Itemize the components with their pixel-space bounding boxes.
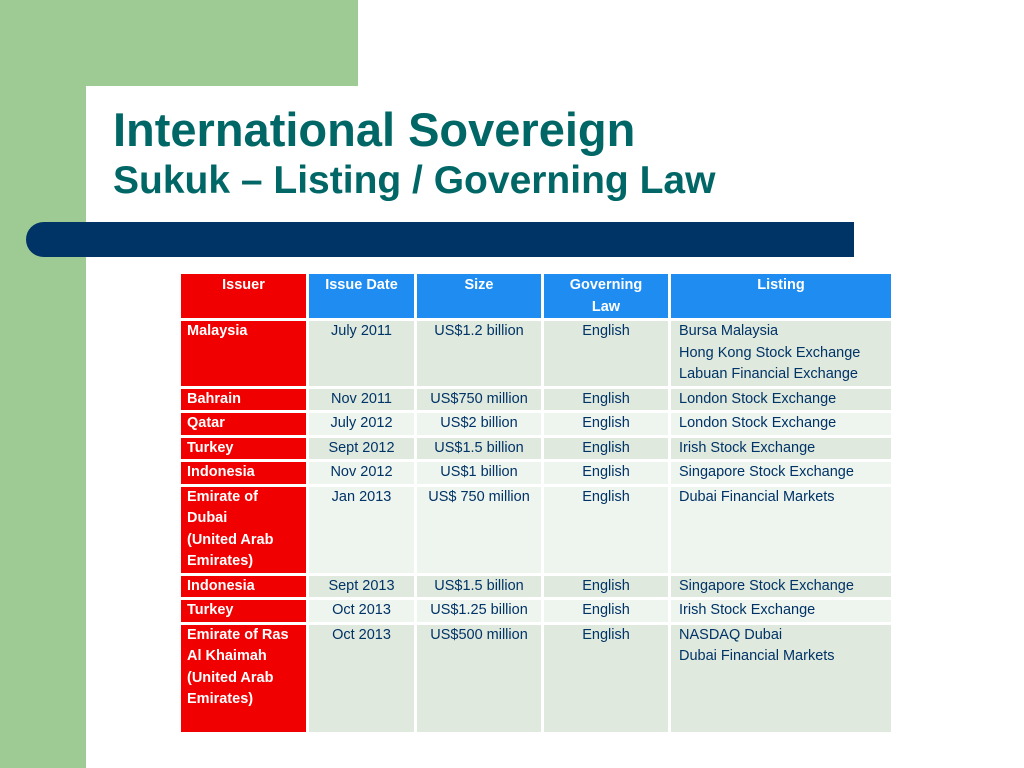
- listing-line: Dubai Financial Markets: [679, 648, 835, 664]
- listing-cell: London Stock Exchange: [670, 412, 893, 437]
- issue-date-cell: Nov 2012: [308, 461, 416, 486]
- green-side-band: [0, 0, 86, 768]
- issue-date-cell: Sept 2012: [308, 436, 416, 461]
- size-cell: US$1.5 billion: [416, 436, 543, 461]
- listing-cell: Singapore Stock Exchange: [670, 574, 893, 599]
- issuer-cell: Indonesia: [180, 461, 308, 486]
- issuer-line: Dubai: [187, 510, 228, 526]
- governing-law-cell: English: [543, 574, 670, 599]
- header-governing-law-line-2: Law: [591, 298, 621, 315]
- governing-law-cell: English: [543, 485, 670, 574]
- table-row: [180, 387, 893, 412]
- governing-law-cell: English: [543, 436, 670, 461]
- table-row: [180, 574, 893, 599]
- issuer-cell: Qatar: [180, 412, 308, 437]
- issuer-line: Emirate of: [187, 488, 258, 505]
- issuer-line: (United Arab: [187, 531, 274, 548]
- title-line-1: International Sovereign: [113, 103, 636, 156]
- header-issuer: Issuer: [180, 273, 308, 320]
- issuer-cell: Turkey: [180, 436, 308, 461]
- listing-cell: Singapore Stock Exchange: [670, 461, 893, 486]
- table-header-row: [180, 273, 893, 320]
- issuer-cell: Indonesia: [180, 574, 308, 599]
- issue-date-cell: Nov 2011: [308, 387, 416, 412]
- listing-cell: Dubai Financial Markets: [670, 485, 893, 574]
- issuer-line: Al Khaimah: [187, 648, 267, 664]
- table-row: [180, 485, 893, 574]
- title-line-2: Sukuk – Listing / Governing Law: [113, 159, 716, 202]
- listing-cell: London Stock Exchange: [670, 387, 893, 412]
- table-row: [180, 599, 893, 624]
- listing-line: Labuan Financial Exchange: [679, 366, 858, 382]
- size-cell: US$ 750 million: [416, 485, 543, 574]
- listing-line: Hong Kong Stock Exchange: [679, 344, 861, 361]
- listing-line: NASDAQ Dubai: [679, 626, 783, 643]
- governing-law-cell: English: [543, 599, 670, 624]
- size-cell: US$1 billion: [416, 461, 543, 486]
- table-row: [180, 320, 893, 388]
- size-cell: US$2 billion: [416, 412, 543, 437]
- governing-law-cell: English: [543, 387, 670, 412]
- table-row: [180, 623, 893, 733]
- header-size: Size: [416, 273, 543, 320]
- issuer-line: (United Arab: [187, 669, 274, 686]
- issuer-cell: [180, 623, 308, 733]
- issuer-cell: [180, 320, 308, 388]
- table-row: [180, 412, 893, 437]
- issuer-line: Emirate of Ras: [187, 626, 289, 643]
- issue-date-cell: Jan 2013: [308, 485, 416, 574]
- issue-date-cell: Sept 2013: [308, 574, 416, 599]
- title-divider-bar: [26, 222, 854, 257]
- size-cell: US$500 million: [416, 623, 543, 733]
- issuer-line: Malaysia: [187, 323, 248, 339]
- size-cell: US$1.25 billion: [416, 599, 543, 624]
- sukuk-table: [178, 271, 894, 735]
- header-issue-date: Issue Date: [308, 273, 416, 320]
- listing-cell: [670, 320, 893, 388]
- listing-cell: Irish Stock Exchange: [670, 436, 893, 461]
- listing-cell: [670, 623, 893, 733]
- header-governing-law-line-1: Governing: [569, 277, 643, 293]
- issue-date-cell: Oct 2013: [308, 623, 416, 733]
- table-row: [180, 461, 893, 486]
- governing-law-cell: English: [543, 623, 670, 733]
- table-row: [180, 436, 893, 461]
- listing-cell: Irish Stock Exchange: [670, 599, 893, 624]
- slide-title: [113, 104, 715, 206]
- issuer-cell: [180, 485, 308, 574]
- issue-date-cell: Oct 2013: [308, 599, 416, 624]
- governing-law-cell: English: [543, 320, 670, 388]
- governing-law-cell: English: [543, 412, 670, 437]
- issuer-line: Emirates): [187, 553, 254, 569]
- issuer-cell: Bahrain: [180, 387, 308, 412]
- issuer-line: Emirates): [187, 691, 254, 707]
- issue-date-cell: July 2011: [308, 320, 416, 388]
- size-cell: US$1.2 billion: [416, 320, 543, 388]
- size-cell: US$750 million: [416, 387, 543, 412]
- issuer-cell: Turkey: [180, 599, 308, 624]
- header-listing: Listing: [670, 273, 893, 320]
- governing-law-cell: English: [543, 461, 670, 486]
- green-top-band: [0, 0, 358, 86]
- listing-line: Bursa Malaysia: [679, 323, 779, 339]
- header-governing-law: [543, 273, 670, 320]
- size-cell: US$1.5 billion: [416, 574, 543, 599]
- issue-date-cell: July 2012: [308, 412, 416, 437]
